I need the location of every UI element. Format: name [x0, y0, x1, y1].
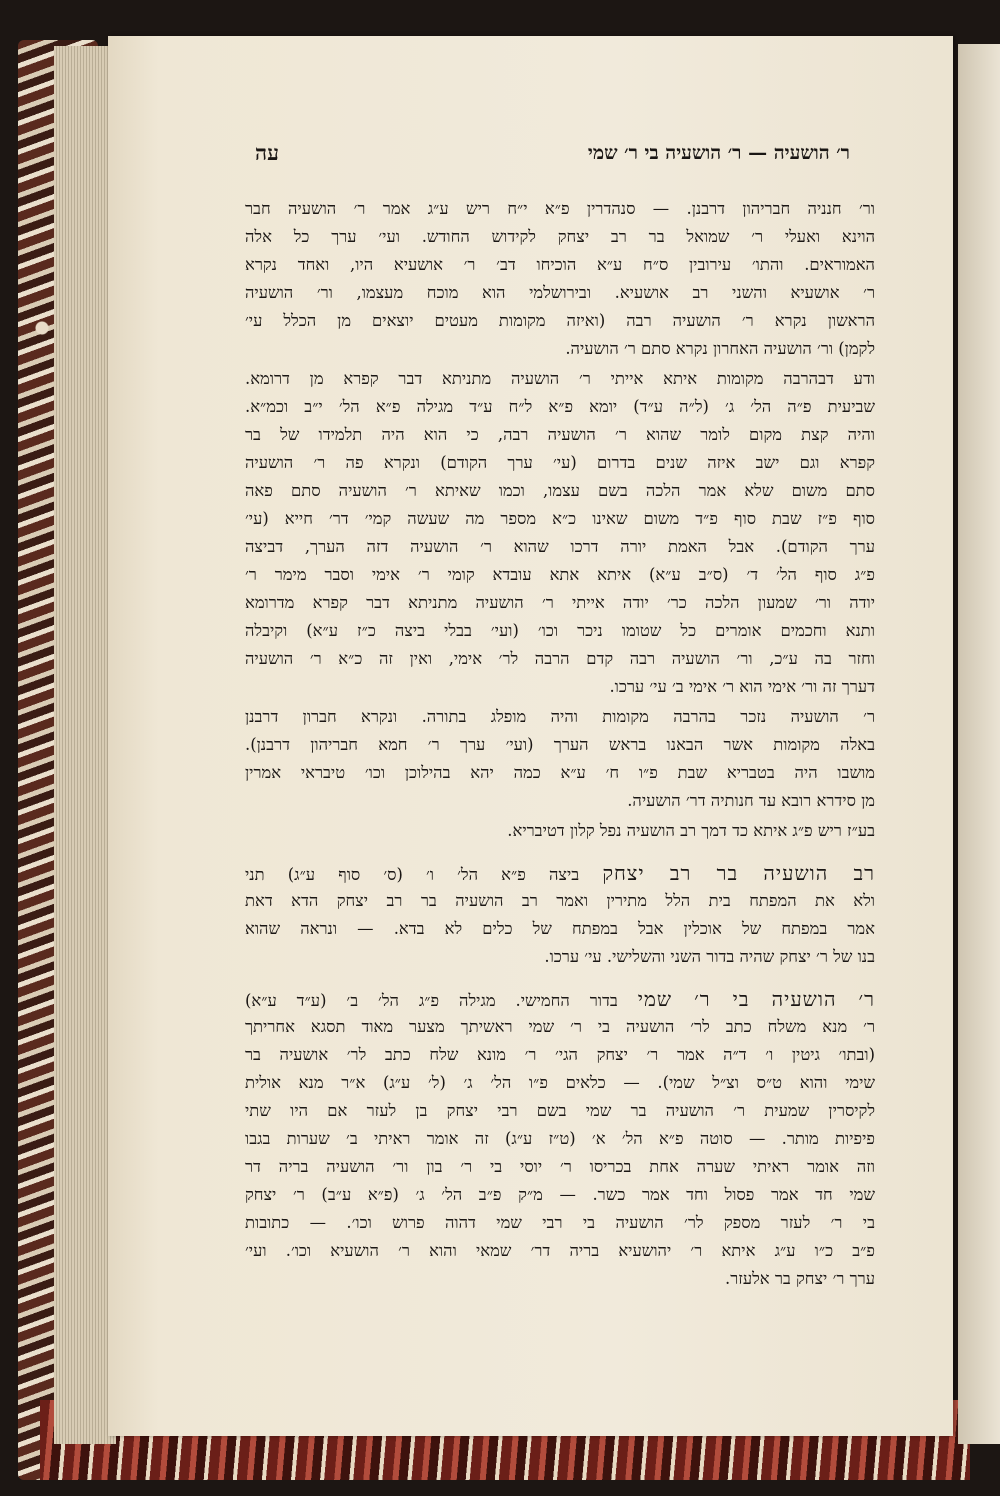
text-line: שימי והוא ט״ס וצ״ל שמי). — כלאים פ״ו הל׳ ג׳ (ל׳ ע״ג) א״ר מנא אולית	[245, 1073, 875, 1092]
text-line: מושבו היה בטבריא שבת פ״ו ח׳ ע״א כמה יהא בהילוכן וכו׳ טיבראי אמרין	[245, 763, 875, 782]
page-edges	[54, 46, 116, 1444]
text-line: וחזר בה ע״כ, ור׳ הושעיה רבה קדם הרבה לר׳ אימי, ואין זה כ״א ר׳ הושעיה	[245, 649, 875, 668]
page-text	[245, 140, 875, 1350]
text-line: ור׳ חנניה חבריהון דרבנן. — סנהדרין פ״א י״ח ריש ע״ג אמר ר׳ הושעיה חבר	[245, 199, 875, 218]
text-line	[245, 859, 875, 887]
text-line: קפרא וגם ישב איזה שנים בדרום (עי׳ ערך הקודם) ונקרא פה ר׳ הושעיה	[245, 453, 875, 472]
text-line: לקיסרין שמעית ר׳ הושעיה בר שמי בשם רבי יצחק בן לעזר אם היו שתי	[245, 1101, 875, 1120]
running-head	[245, 140, 875, 176]
text-line: פ״ג סוף הל׳ ד׳ (ס״ב ע״א) איתא אתא עובדא קומי ר׳ אימי וסבר מימר ר׳	[245, 565, 875, 584]
text-line: דערך זה ור׳ אימי הוא ר׳ אימי ב׳ עי׳ ערכו.	[609, 677, 875, 696]
text-line: שביעית פ״ה הל׳ ג׳ (ל״ה ע״ד) יומא פ״א ל״ח ע״ד מגילה פ״א הל׳ י״ב וכמ״א.	[245, 397, 875, 416]
text-line: פיפיות מותר. — סוטה פ״א הל׳ א׳ (ט״ז ע״ג) זה אומר ראיתי ב׳ שערות בגבו	[245, 1129, 875, 1148]
entry-title: רב הושעיה בר רב יצחק	[602, 861, 875, 885]
running-title: ר׳ הושעיה — ר׳ הושעיה בי ר׳ שמי	[587, 142, 850, 164]
text-line: ר׳ הושעיה נזכר בהרבה מקומות והיה מופלג בתורה. ונקרא חברון דרבנן	[245, 707, 875, 726]
text-line: (ובתו׳ גיטין ו׳ ד״ה אמר ר׳ יצחק הגי׳ ר׳ מונא שלח כתב לר׳ אושעיה בר	[245, 1045, 875, 1064]
text-line: באלה מקומות אשר הבאנו בראש הערך (ועי׳ ערך ר׳ חמא חבריהון דרבנן).	[245, 735, 875, 754]
text-line: ודע דבהרבה מקומות איתא אייתי ר׳ הושעיה מתניתא דבר קפרא מן דרומא.	[245, 369, 875, 388]
text-line: סוף פ״ז שבת סוף פ״ד משום שאינו כ״א מספר מה שעשה קמי׳ דר׳ חייא (עי׳	[245, 509, 875, 528]
text-line: ותנא וחכמים אומרים כל שטומו ניכר וכו׳ (ועי׳ בבלי ביצה כ״ז ע״א) וקיבלה	[245, 621, 875, 640]
text-line: שמי חד אמר פסול וחד אמר כשר. — מ״ק פ״ב הל׳ ג׳ (פ״א ע״ב) ר׳ יצחק	[245, 1185, 875, 1204]
text-line: בי ר׳ לעזר מספק לר׳ הושעיה בי רבי שמי דהוה פרוש וכו׳. — כתובות	[245, 1213, 875, 1232]
entry-first-line-text: ביצה פ״א הל׳ ו׳ (ס׳ סוף ע״ג) תני	[245, 865, 603, 884]
text-line: לקמן) ור׳ הושעיה האחרון נקרא סתם ר׳ הושעיה.	[565, 339, 875, 358]
text-line: ולא את המפתח בית הלל מתירין ואמר רב הושעיה בר רב יצחק הדא דאת	[245, 891, 875, 910]
text-line	[245, 985, 875, 1013]
text-line: האמוראים. והתו׳ עירובין ס״ח ע״א הוכיחו דב׳ ר׳ אושעיא היו, ואחד נקרא	[245, 255, 875, 274]
text-line: סתם משום שלא אמר הלכה בשם עצמו, וכמו שאיתא ר׳ הושעיה סתם פאה	[245, 481, 875, 500]
text-line: הוינא ואעלי ר׳ שמואל בר רב יצחק לקידוש החודש. ועי׳ ערך כל אלה	[245, 227, 875, 246]
text-line: ר׳ אושעיא והשני רב אושעיא. ובירושלמי הוא מוכח מעצמו, ור׳ הושעיה	[245, 283, 875, 302]
text-line: מן סידרא רובא עד חנותיה דר׳ הושעיה.	[627, 791, 875, 810]
text-line: בנו של ר׳ יצחק שהיה בדור השני והשלישי. עי׳ ערכו.	[544, 947, 875, 966]
page-number: עה	[255, 140, 279, 165]
text-line: הראשון נקרא ר׳ הושעיה רבה (ואיזה מקומות מעטים יוצאים מן הכלל עי׳	[245, 311, 875, 330]
text-line: והיה קצת מקום לומר שהוא ר׳ הושעיה רבה, כי הוא היה תלמידו של בר	[245, 425, 875, 444]
text-line: בע״ז ריש פ״ג איתא כד דמך רב הושעיה נפל קלון דטיבריא.	[507, 821, 875, 840]
text-line: ערך הקודם). אבל האמת יורה דרכו שהוא ר׳ הושעיה דזה הערך, דביצה	[245, 537, 875, 556]
facing-page-edge	[958, 44, 1000, 1444]
entry-first-line-text: בדור החמישי. מגילה פ״ג הל׳ ב׳ (ע״ד ע״א)	[245, 991, 638, 1010]
text-line: וזה אומר ראיתי שערה אחת בכריסו ר׳ יוסי בי ר׳ בון ור׳ הושעיה בריה דר	[245, 1157, 875, 1176]
text-line: ערך ר׳ יצחק בר אלעזר.	[725, 1269, 875, 1288]
text-line: אמר במפתח של אוכלין אבל במפתח של כלים לא בדא. — ונראה שהוא	[245, 919, 875, 938]
entry-title: ר׳ הושעיה בי ר׳ שמי	[637, 987, 875, 1011]
text-line: ר׳ מנא משלח כתב לר׳ הושעיה בי ר׳ שמי ראשיתך מצער מאוד תסגא אחריתך	[245, 1017, 875, 1036]
text-line: פ״ב כ״ו ע״ג איתא ר׳ יהושעיא בריה דר׳ שמאי והוא ר׳ הושעיא וכו׳. ועי׳	[245, 1241, 875, 1260]
text-line: יודה ור׳ שמעון הלכה כר׳ יודה אייתי ר׳ הושעיה מתניתא דבר קפרא מדרומא	[245, 593, 875, 612]
